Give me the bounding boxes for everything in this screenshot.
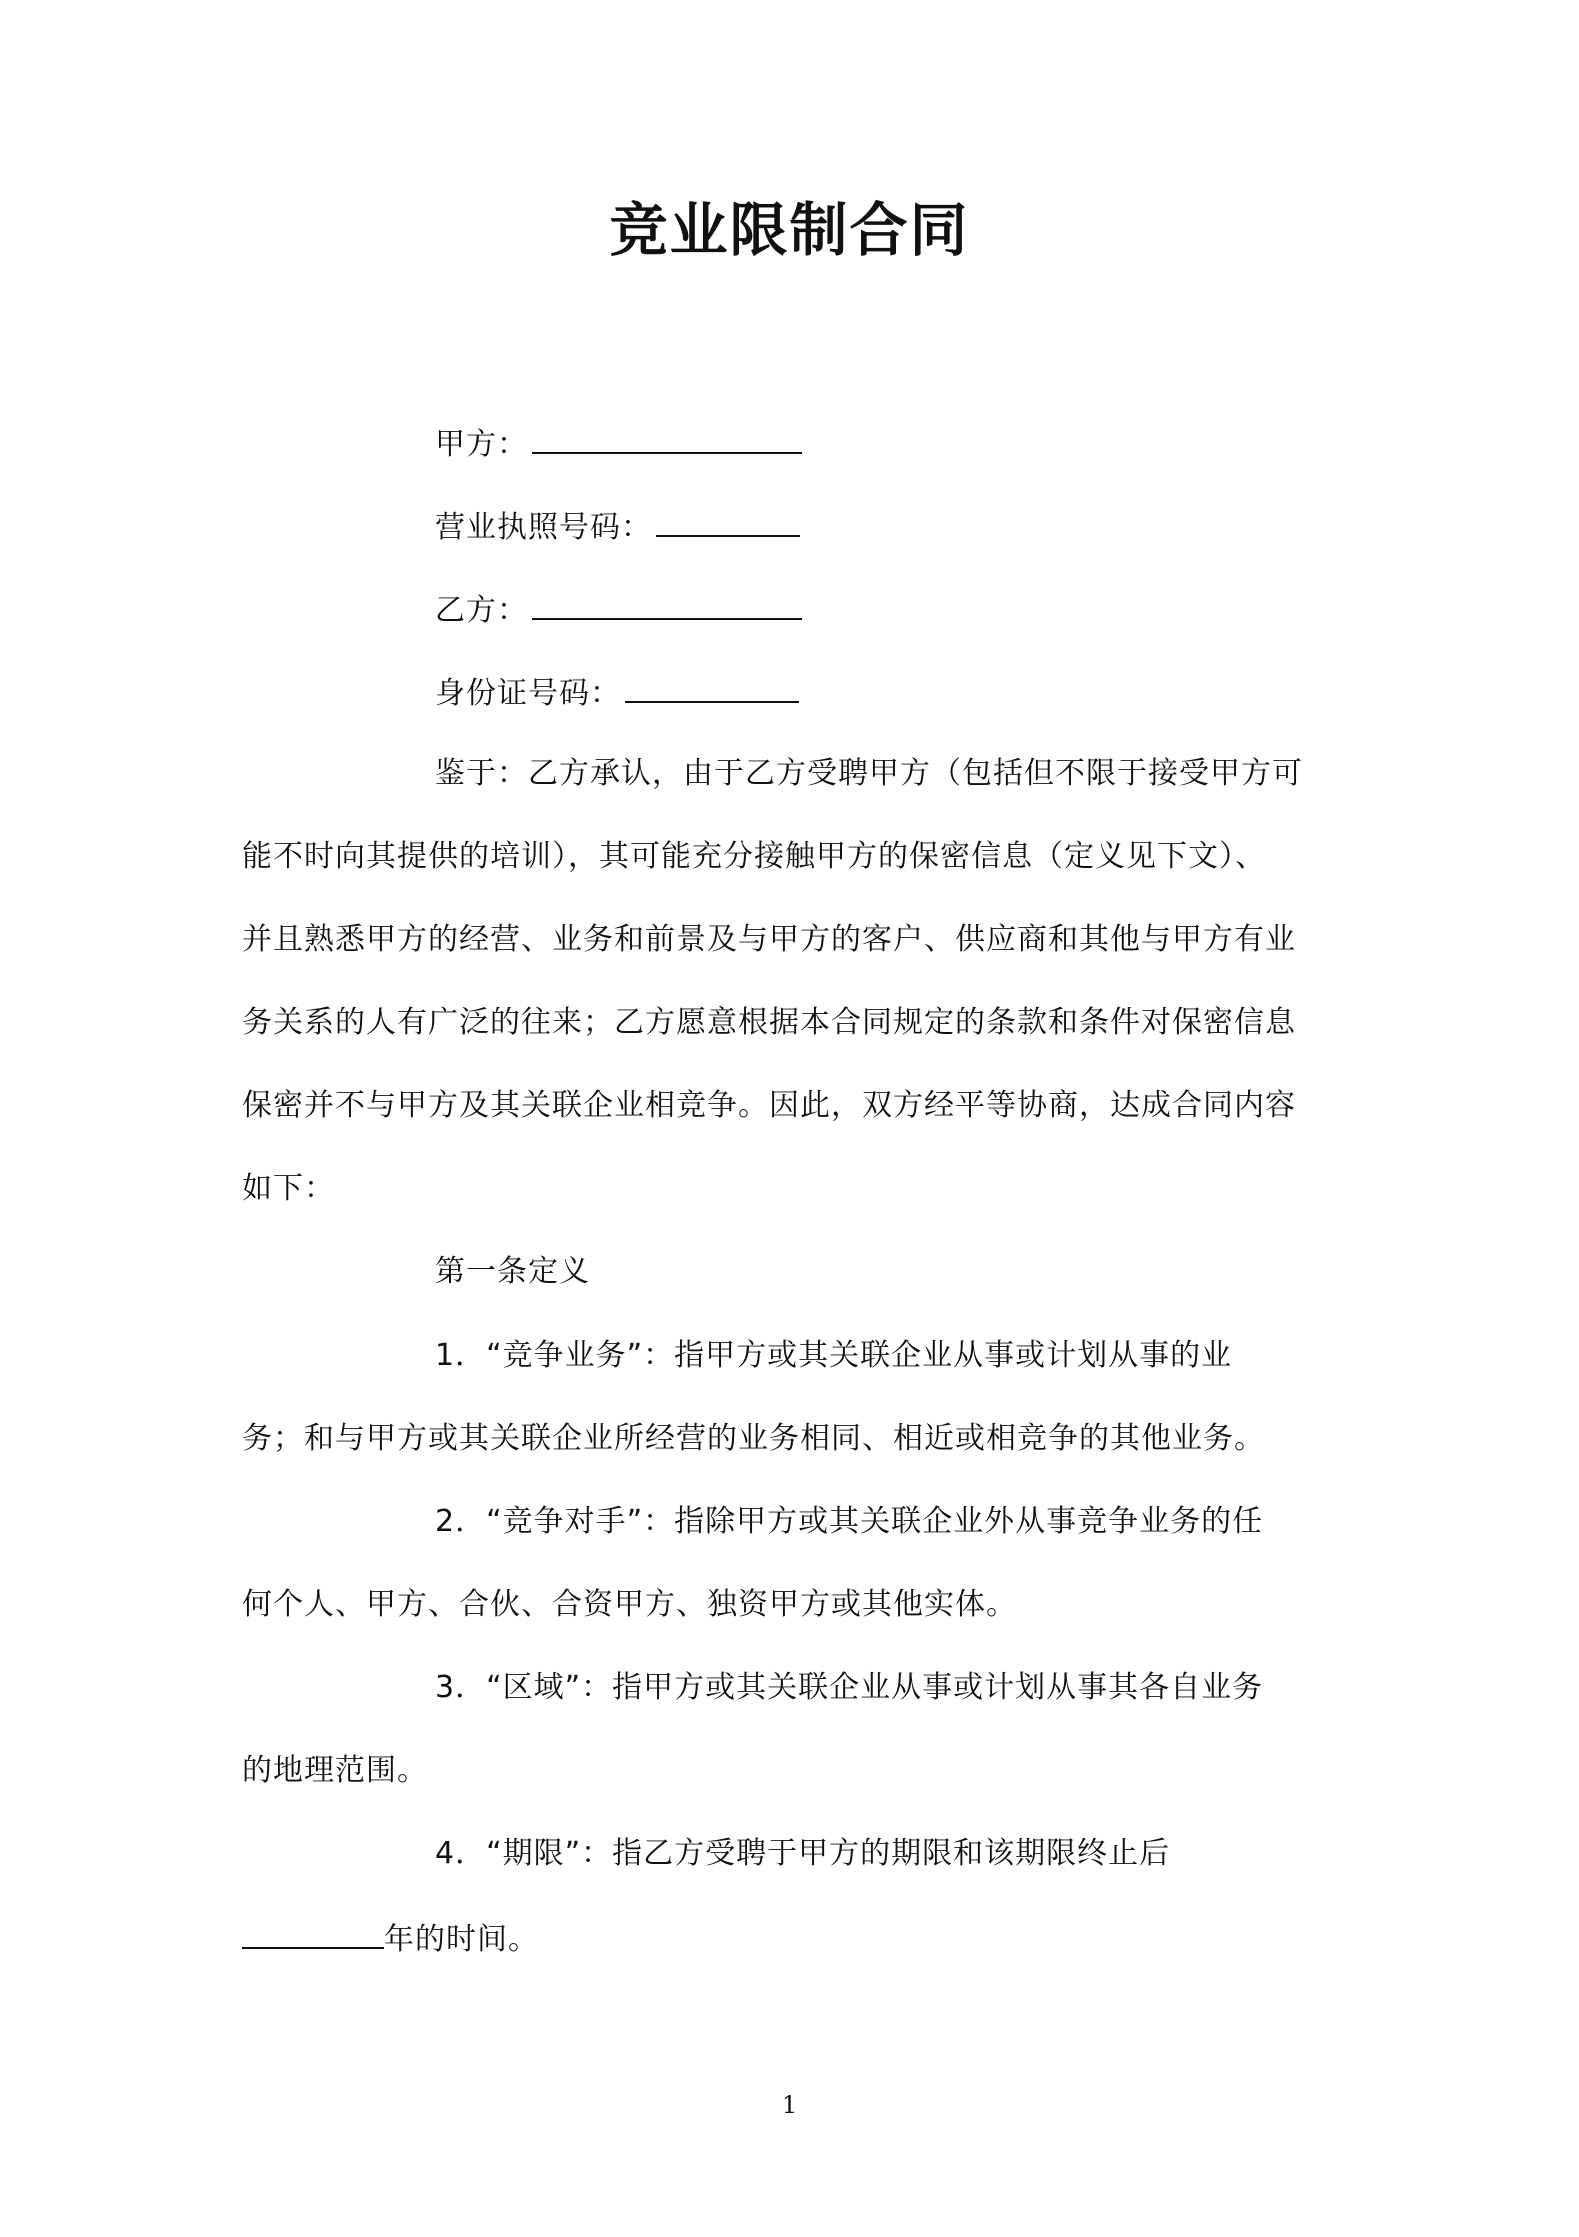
party-a-label: 甲方： xyxy=(435,427,528,462)
definition-line: 年的时间。 xyxy=(384,1922,539,1957)
party-b-field xyxy=(435,588,802,631)
preamble-line: 如下： xyxy=(242,1171,335,1206)
definition-line: 务；和与甲方或其关联企业所经营的业务相同、相近或相竞争的其他业务。 xyxy=(242,1421,1265,1456)
document-title: 竞业限制合同 xyxy=(609,196,970,264)
id-blank xyxy=(625,671,799,703)
id-label: 身份证号码： xyxy=(435,676,621,711)
term-years-blank xyxy=(242,1917,384,1949)
party-a-blank xyxy=(532,422,802,454)
preamble-line: 鉴于：乙方承认，由于乙方受聘甲方（包括但不限于接受甲方可 xyxy=(435,756,1303,791)
license-label: 营业执照号码： xyxy=(435,510,652,545)
preamble-line: 并且熟悉甲方的经营、业务和前景及与甲方的客户、供应商和其他与甲方有业 xyxy=(242,922,1296,957)
page-number: 1 xyxy=(781,2091,798,2119)
license-blank xyxy=(656,505,800,537)
party-a-field xyxy=(435,422,802,465)
preamble-line: 能不时向其提供的培训），其可能充分接触甲方的保密信息（定义见下文）、 xyxy=(242,839,1266,874)
party-b-label: 乙方： xyxy=(435,593,528,628)
definition-line: 3．“区域”：指甲方或其关联企业从事或计划从事其各自业务 xyxy=(435,1670,1264,1705)
definition-line: 2．“竞争对手”：指除甲方或其关联企业外从事竞争业务的任 xyxy=(435,1504,1264,1539)
definition-line: 4．“期限”：指乙方受聘于甲方的期限和该期限终止后 xyxy=(435,1836,1171,1871)
party-b-blank xyxy=(532,588,802,620)
definition-line: 的地理范围。 xyxy=(242,1753,428,1788)
term-field xyxy=(242,1917,539,1960)
definition-line: 何个人、甲方、合伙、合资甲方、独资甲方或其他实体。 xyxy=(242,1587,1017,1622)
preamble-line: 务关系的人有广泛的往来；乙方愿意根据本合同规定的条款和条件对保密信息 xyxy=(242,1005,1296,1040)
preamble-line: 保密并不与甲方及其关联企业相竞争。因此，双方经平等协商，达成合同内容 xyxy=(242,1088,1296,1123)
license-field xyxy=(435,505,800,548)
id-field xyxy=(435,671,799,714)
article-heading: 第一条定义 xyxy=(435,1254,590,1289)
definition-line: 1．“竞争业务”：指甲方或其关联企业从事或计划从事的业 xyxy=(435,1338,1233,1373)
